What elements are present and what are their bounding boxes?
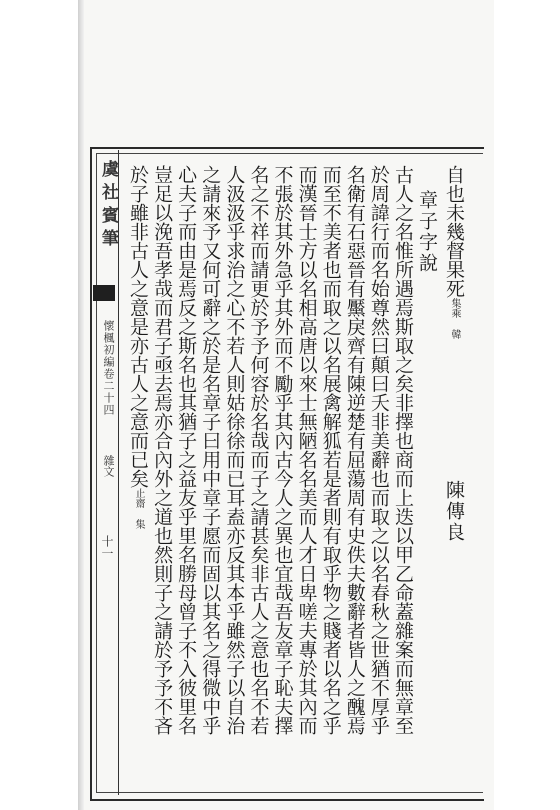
text-column: 不張於其外急乎其外而不勵乎其內古今人之異也宜哉吾友章子恥夫擇 [271,165,294,735]
text-column: 古人之名惟所遇焉斯取之矣非擇也商而上迭以甲乙命蓋雜案而無章至 [392,165,414,735]
margin-category: 雜文 [102,455,115,477]
text-line: 於子雖非古人之意是亦古人之意而已矣 [127,165,149,488]
fishtail-mark [93,285,115,301]
text-column: 之請來予又何可辭之於是名章子曰用中章子愿而固以其名之得微中乎 [199,165,222,735]
text-column: 而漢晉士方以名相高唐以來士無陋名名美而人才日卑嗟夫專於其內而 [295,165,318,735]
previous-text-line: 自也未幾督果死 [443,165,465,298]
text-column: 人汲汲乎求治之心不若人則姑徐徐而已耳盍亦反其本乎雖然子以自治 [223,165,246,735]
text-column: 名之不祥而請更於予予何容於名哉而子之請甚矣非古人之意也名不若 [247,165,270,735]
previous-text-ending [440,165,468,339]
source-note: 止齋 集 [133,488,144,529]
source-note: 集乘 韓 [449,298,460,339]
margin-book-title: 虞社賓筆 [98,160,118,252]
text-column: 豈足以浼吾孝哉而君子亟去焉亦合內外之道也然則子之請於予予不吝 [151,165,174,735]
text-column-last [124,165,152,529]
essay-heading: 章子字說 [416,190,438,274]
margin-volume: 懷楓初編卷二十四 [102,320,115,416]
author-name: 陳傳良 [443,480,465,543]
text-column: 名衛有石惡晉有黶戾齊有陳逆楚有屈蕩周有史佚夫數辭者皆人之醜焉 [343,165,366,735]
text-column: 於周諱行而名始尊然曰顛曰夭非美辭也而取之以名春秋之世猶不厚乎 [367,165,390,735]
margin-page-number: 十一 [100,535,114,559]
text-column: 心夫子而由是焉反之斯名也其猶子之益友乎里名勝母曾子不入彼里名 [175,165,198,735]
text-column: 而至不美者也而取之以名展禽解狐若是者則有取乎物之賤者以名之乎 [319,165,342,735]
